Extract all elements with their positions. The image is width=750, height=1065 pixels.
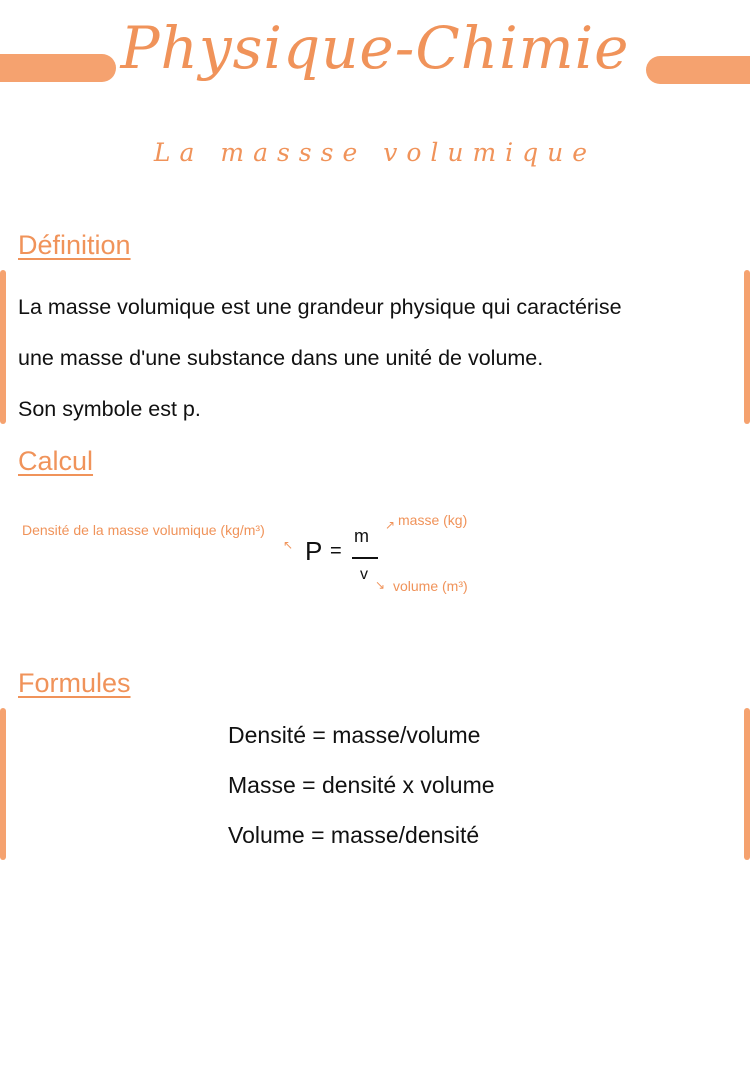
formula-symbol: P xyxy=(305,536,323,566)
fraction-bar xyxy=(352,557,378,559)
formules-side-bar-left xyxy=(0,708,6,860)
formula-item: Volume = masse/densité xyxy=(228,822,480,848)
mass-label: masse (kg) xyxy=(398,512,468,528)
volume-arrow-icon: ↘ xyxy=(375,578,386,592)
formules-side-bar-right xyxy=(744,708,750,860)
page-subtitle: La massse volumique xyxy=(153,138,597,167)
definition-heading: Définition xyxy=(18,230,131,260)
definition-side-bar-left xyxy=(0,270,6,424)
formula-denominator: v xyxy=(360,566,368,583)
density-arrow-icon: ↖ xyxy=(283,538,294,552)
formula-item: Masse = densité x volume xyxy=(228,772,495,798)
formula-numerator: m xyxy=(354,526,369,546)
calcul-heading: Calcul xyxy=(18,446,94,476)
definition-line: Son symbole est p. xyxy=(18,397,201,421)
density-label: Densité de la masse volumique (kg/m³) xyxy=(22,522,265,538)
mass-arrow-icon: ↗ xyxy=(385,518,396,532)
formula-item: Densité = masse/volume xyxy=(228,722,481,748)
definition-line: une masse d'une substance dans une unité de volume. xyxy=(18,346,544,370)
definition-line: La masse volumique est une grandeur physique qui caractérise xyxy=(18,295,622,319)
formules-heading: Formules xyxy=(18,668,131,698)
page-title: Physique-Chimie xyxy=(120,14,630,82)
formula-list xyxy=(228,710,495,860)
volume-label: volume (m³) xyxy=(393,578,468,594)
definition-side-bar-right xyxy=(744,270,750,424)
definition-text xyxy=(18,282,718,435)
formula-equals: = xyxy=(330,540,342,562)
